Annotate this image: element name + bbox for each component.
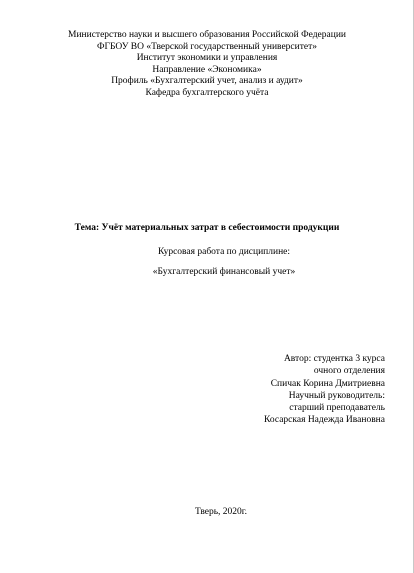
- supervisor-label: Научный руководитель:: [288, 390, 385, 401]
- author-role: Автор: студентка 3 курса: [283, 354, 385, 364]
- author-study-form: очного отделения: [313, 366, 385, 377]
- profile-line: Профиль «Бухгалтерский учет, анализ и аудит»: [111, 76, 303, 87]
- author-name: Спичак Корина Дмитриевна: [270, 378, 385, 389]
- institution-header: [0, 30, 414, 100]
- author-block: [264, 353, 385, 427]
- place-year: Тверь, 2020г.: [194, 507, 247, 517]
- supervisor-name: Косарская Надежда Ивановна: [264, 415, 385, 426]
- course-discipline: «Бухгалтерский финансовый учет»: [152, 267, 296, 277]
- course-type: Курсовая работа по дисциплине:: [157, 247, 291, 257]
- university-line: ФГБОУ ВО «Тверской государственный университет»: [96, 41, 318, 52]
- department-line: Кафедра бухгалтерского учёта: [145, 87, 269, 98]
- supervisor-position: старший преподаватель: [289, 403, 385, 414]
- institute-line: Институт экономики и управления: [136, 53, 278, 64]
- topic-label: Тема:: [74, 223, 100, 233]
- direction-line: Направление «Экономика»: [152, 64, 262, 75]
- topic-title: Учёт материальных затрат в себестоимости продукции: [101, 223, 340, 233]
- topic-line: [0, 222, 414, 234]
- ministry-line: Министерство науки и высшего образования Российской Федерации: [68, 30, 346, 40]
